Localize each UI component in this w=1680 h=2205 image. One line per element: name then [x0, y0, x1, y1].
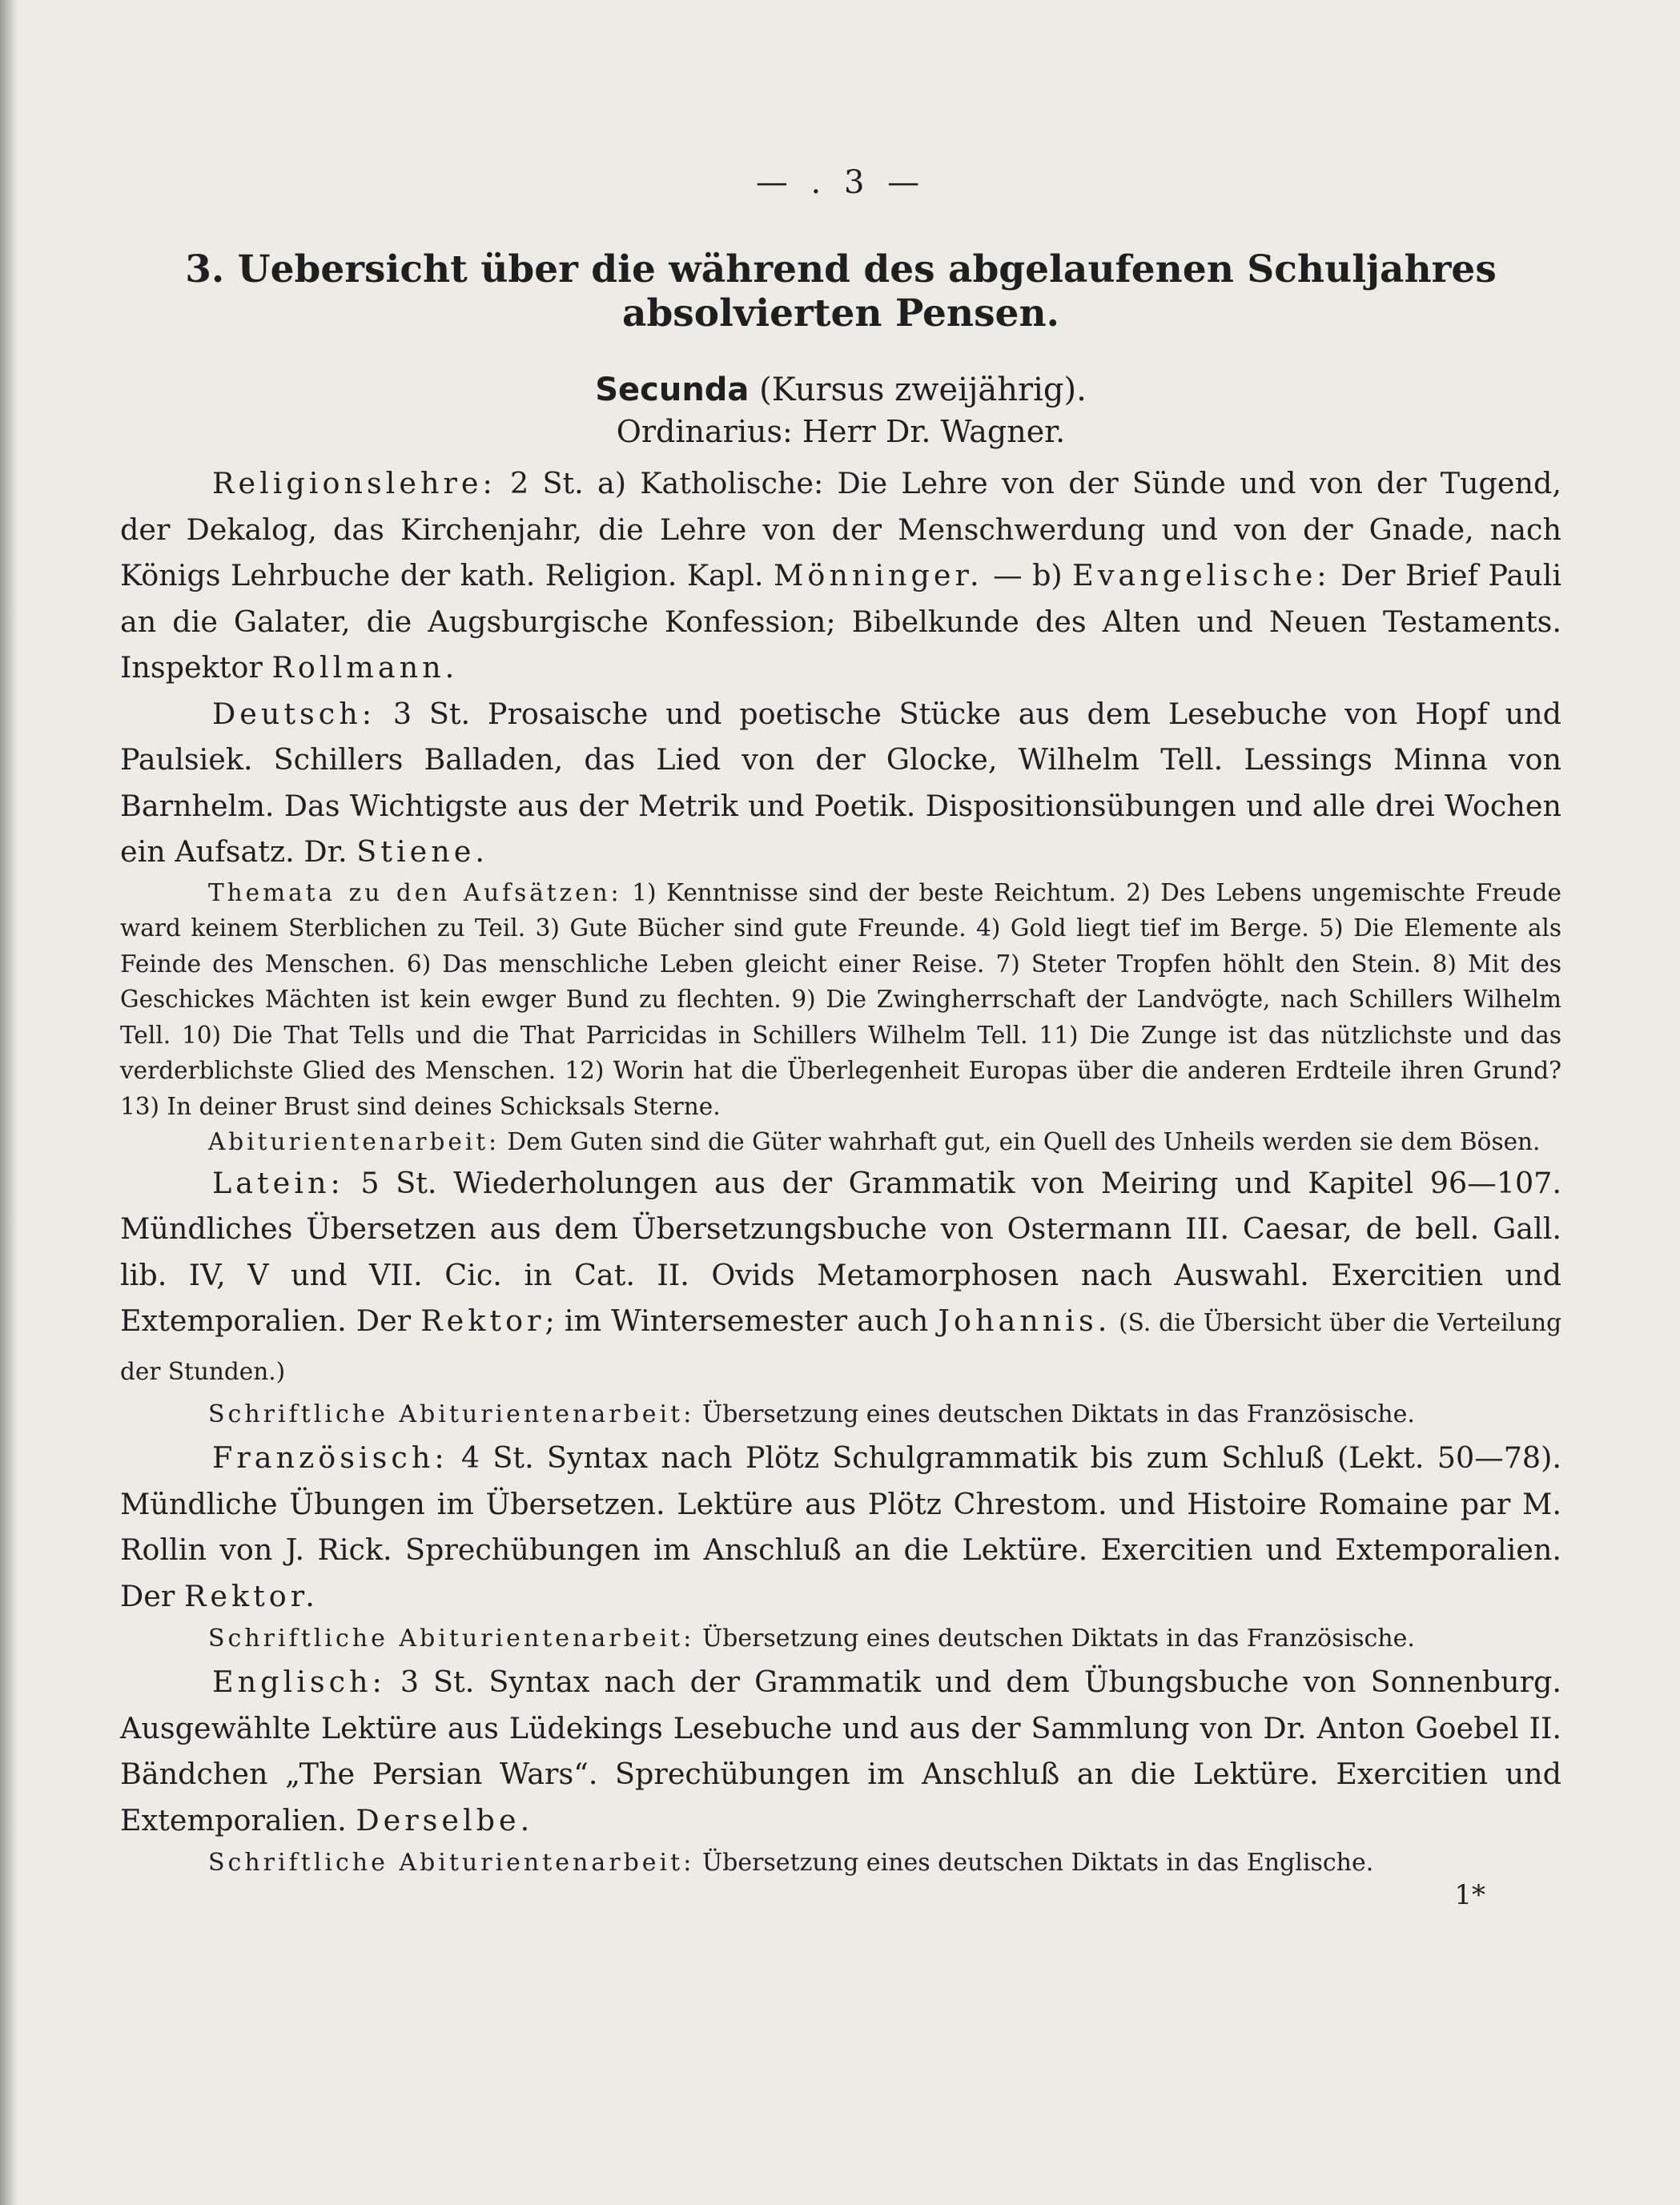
franzoesisch-teacher: Rektor.: [183, 1578, 319, 1613]
franzoesisch-heading: Französisch:: [212, 1440, 448, 1475]
class-title: [120, 369, 1561, 411]
themata-heading: Themata zu den Aufsätzen:: [208, 878, 622, 906]
class-name: Secunda: [595, 372, 750, 408]
religion-separator: — b): [983, 558, 1073, 592]
latein-text: 5 St. Wiederholungen aus der Grammatik von Meiring und Kapitel 96—107. Mündliches Übersetzen aus dem Übersetzungsbuche von Ostermann III. Caesar, de bell. Gall. lib. IV, V und VII. Cic. in Cat. II. Ovids Metamorphosen nach Auswahl. Exercitien und Extemporalien. Der: [120, 1165, 1561, 1338]
latein-abitur-text: Übersetzung eines deutschen Diktats in das Französische.: [694, 1400, 1415, 1428]
latein-teacher-johannis: Johannis.: [938, 1303, 1111, 1338]
latein-teacher-rektor: Rektor: [420, 1303, 545, 1338]
themata-paragraph: [120, 875, 1561, 1125]
document-page: [120, 164, 1561, 1911]
franzoesisch-paragraph: [120, 1435, 1561, 1619]
franzoesisch-abitur-text: Übersetzung eines deutschen Diktats in das Französische.: [694, 1625, 1415, 1653]
section-title: 3. Uebersicht über die während des abgelaufenen Schuljahres absolvierten Pensen.: [185, 247, 1497, 335]
deutsch-heading: Deutsch:: [212, 696, 376, 731]
religion-text-evangelical: Der Brief Pauli an die Galater, die Augsburgische Konfession; Bibelkunde des Alten und Neuen Testaments. Inspektor: [120, 558, 1561, 685]
page-edge-shadow: [0, 0, 18, 2205]
ordinarius: Ordinarius: Herr Dr. Wagner.: [616, 414, 1066, 449]
deutsch-text: 3 St. Prosaische und poetische Stücke aus dem Lesebuche von Hopf und Paulsiek. Schillers Balladen, das Lied von der Glocke, Wilhelm Tell. Lessings Minna von Barnhelm. Das Wichtigste aus der Metrik und Poetik. Dispositionsübungen und alle drei Wochen ein Aufsatz. Dr.: [120, 696, 1561, 869]
latein-mid: ; im Wintersemester auch: [545, 1303, 938, 1338]
englisch-paragraph: [120, 1659, 1561, 1843]
franzoesisch-abitur-heading: Schriftliche Abiturientenarbeit:: [208, 1625, 695, 1653]
englisch-abitur-heading: Schriftliche Abiturientenarbeit:: [208, 1849, 695, 1877]
deutsch-abitur-text: Dem Guten sind die Güter wahrhaft gut, ein Quell des Unheils werden sie dem Bösen.: [500, 1128, 1541, 1155]
religion-teacher-catholic: Mönninger.: [774, 558, 983, 592]
deutsch-teacher: Stiene.: [356, 834, 488, 869]
deutsch-abitur-paragraph: [120, 1124, 1561, 1160]
religion-evangelical-heading: Evangelische:: [1072, 558, 1331, 592]
religion-paragraph: [120, 460, 1561, 691]
deutsch-abitur-heading: Abiturientenarbeit:: [208, 1128, 500, 1155]
signature-mark: 1*: [1454, 1879, 1485, 1911]
englisch-abitur-paragraph: [120, 1843, 1561, 1883]
religion-teacher-evangelical: Rollmann.: [271, 650, 459, 685]
englisch-text: 3 St. Syntax nach der Grammatik und dem Übungsbuche von Sonnenburg. Ausgewählte Lektüre aus Lüdekings Lesebuche und aus der Sammlung von Dr. Anton Goebel II. Bändchen „The Persian Wars“. Sprechübungen im Anschluß an die Lektüre. Exercitien und Extemporalien.: [120, 1665, 1561, 1838]
franzoesisch-text: 4 St. Syntax nach Plötz Schulgrammatik bis zum Schluß (Lekt. 50—78). Mündliche Übungen im Übersetzen. Lektüre aus Plötz Chrestom. und Histoire Romaine par M. Rollin von J. Rick. Sprechübungen im Anschluß an die Lektüre. Exercitien und Extemporalien. Der: [120, 1440, 1561, 1613]
religion-text: 2 St. a) Katholische: Die Lehre von der Sünde und von der Tugend, der Dekalog, das Kirchenjahr, die Lehre von der Menschwerdung und von der Gnade, nach Königs Lehrbuche der kath. Religion. Kapl.: [120, 466, 1561, 592]
englisch-teacher: Derselbe.: [356, 1802, 534, 1838]
latein-abitur-heading: Schriftliche Abiturientenarbeit:: [208, 1400, 695, 1428]
englisch-abitur-text: Übersetzung eines deutschen Diktats in das Englische.: [694, 1849, 1374, 1877]
latein-abitur-paragraph: [120, 1395, 1561, 1435]
themata-text: 1) Kenntnisse sind der beste Reichtum. 2) Des Lebens ungemischte Freude ward keinem Sterblichen zu Teil. 3) Gute Bücher sind gute Freunde. 4) Gold liegt tief im Berge. 5) Die Elemente als Feinde des Menschen. 6) Das menschliche Leben gleicht einer Reise. 7) Steter Tropfen höhlt den Stein. 8) Mit des Geschickes Mächten ist kein ewger Bund zu flechten. 9) Die Zwingherrschaft der Landvögte, nach Schillers Wilhelm Tell. 10) Die That Tells und die That Parricidas in Schillers Wilhelm Tell. 11) Die Zunge ist das nützlichste und das verderblichste Glied des Menschen. 12) Worin hat die Überlegenheit Europas über die anderen Erdteile ihren Grund? 13) In deiner Brust sind deines Schicksals Sterne.: [120, 878, 1561, 1120]
deutsch-paragraph: [120, 691, 1561, 875]
franzoesisch-abitur-paragraph: [120, 1619, 1561, 1659]
class-note: (Kursus zweijährig).: [759, 372, 1087, 408]
latein-note: (S. die Übersicht über die Verteilung der Stunden.): [120, 1309, 1561, 1385]
latein-paragraph: [120, 1160, 1561, 1396]
englisch-heading: Englisch:: [212, 1665, 386, 1699]
page-number: — . 3 —: [755, 164, 926, 201]
latein-heading: Latein:: [212, 1165, 344, 1200]
religion-heading: Religionslehre:: [212, 466, 496, 500]
